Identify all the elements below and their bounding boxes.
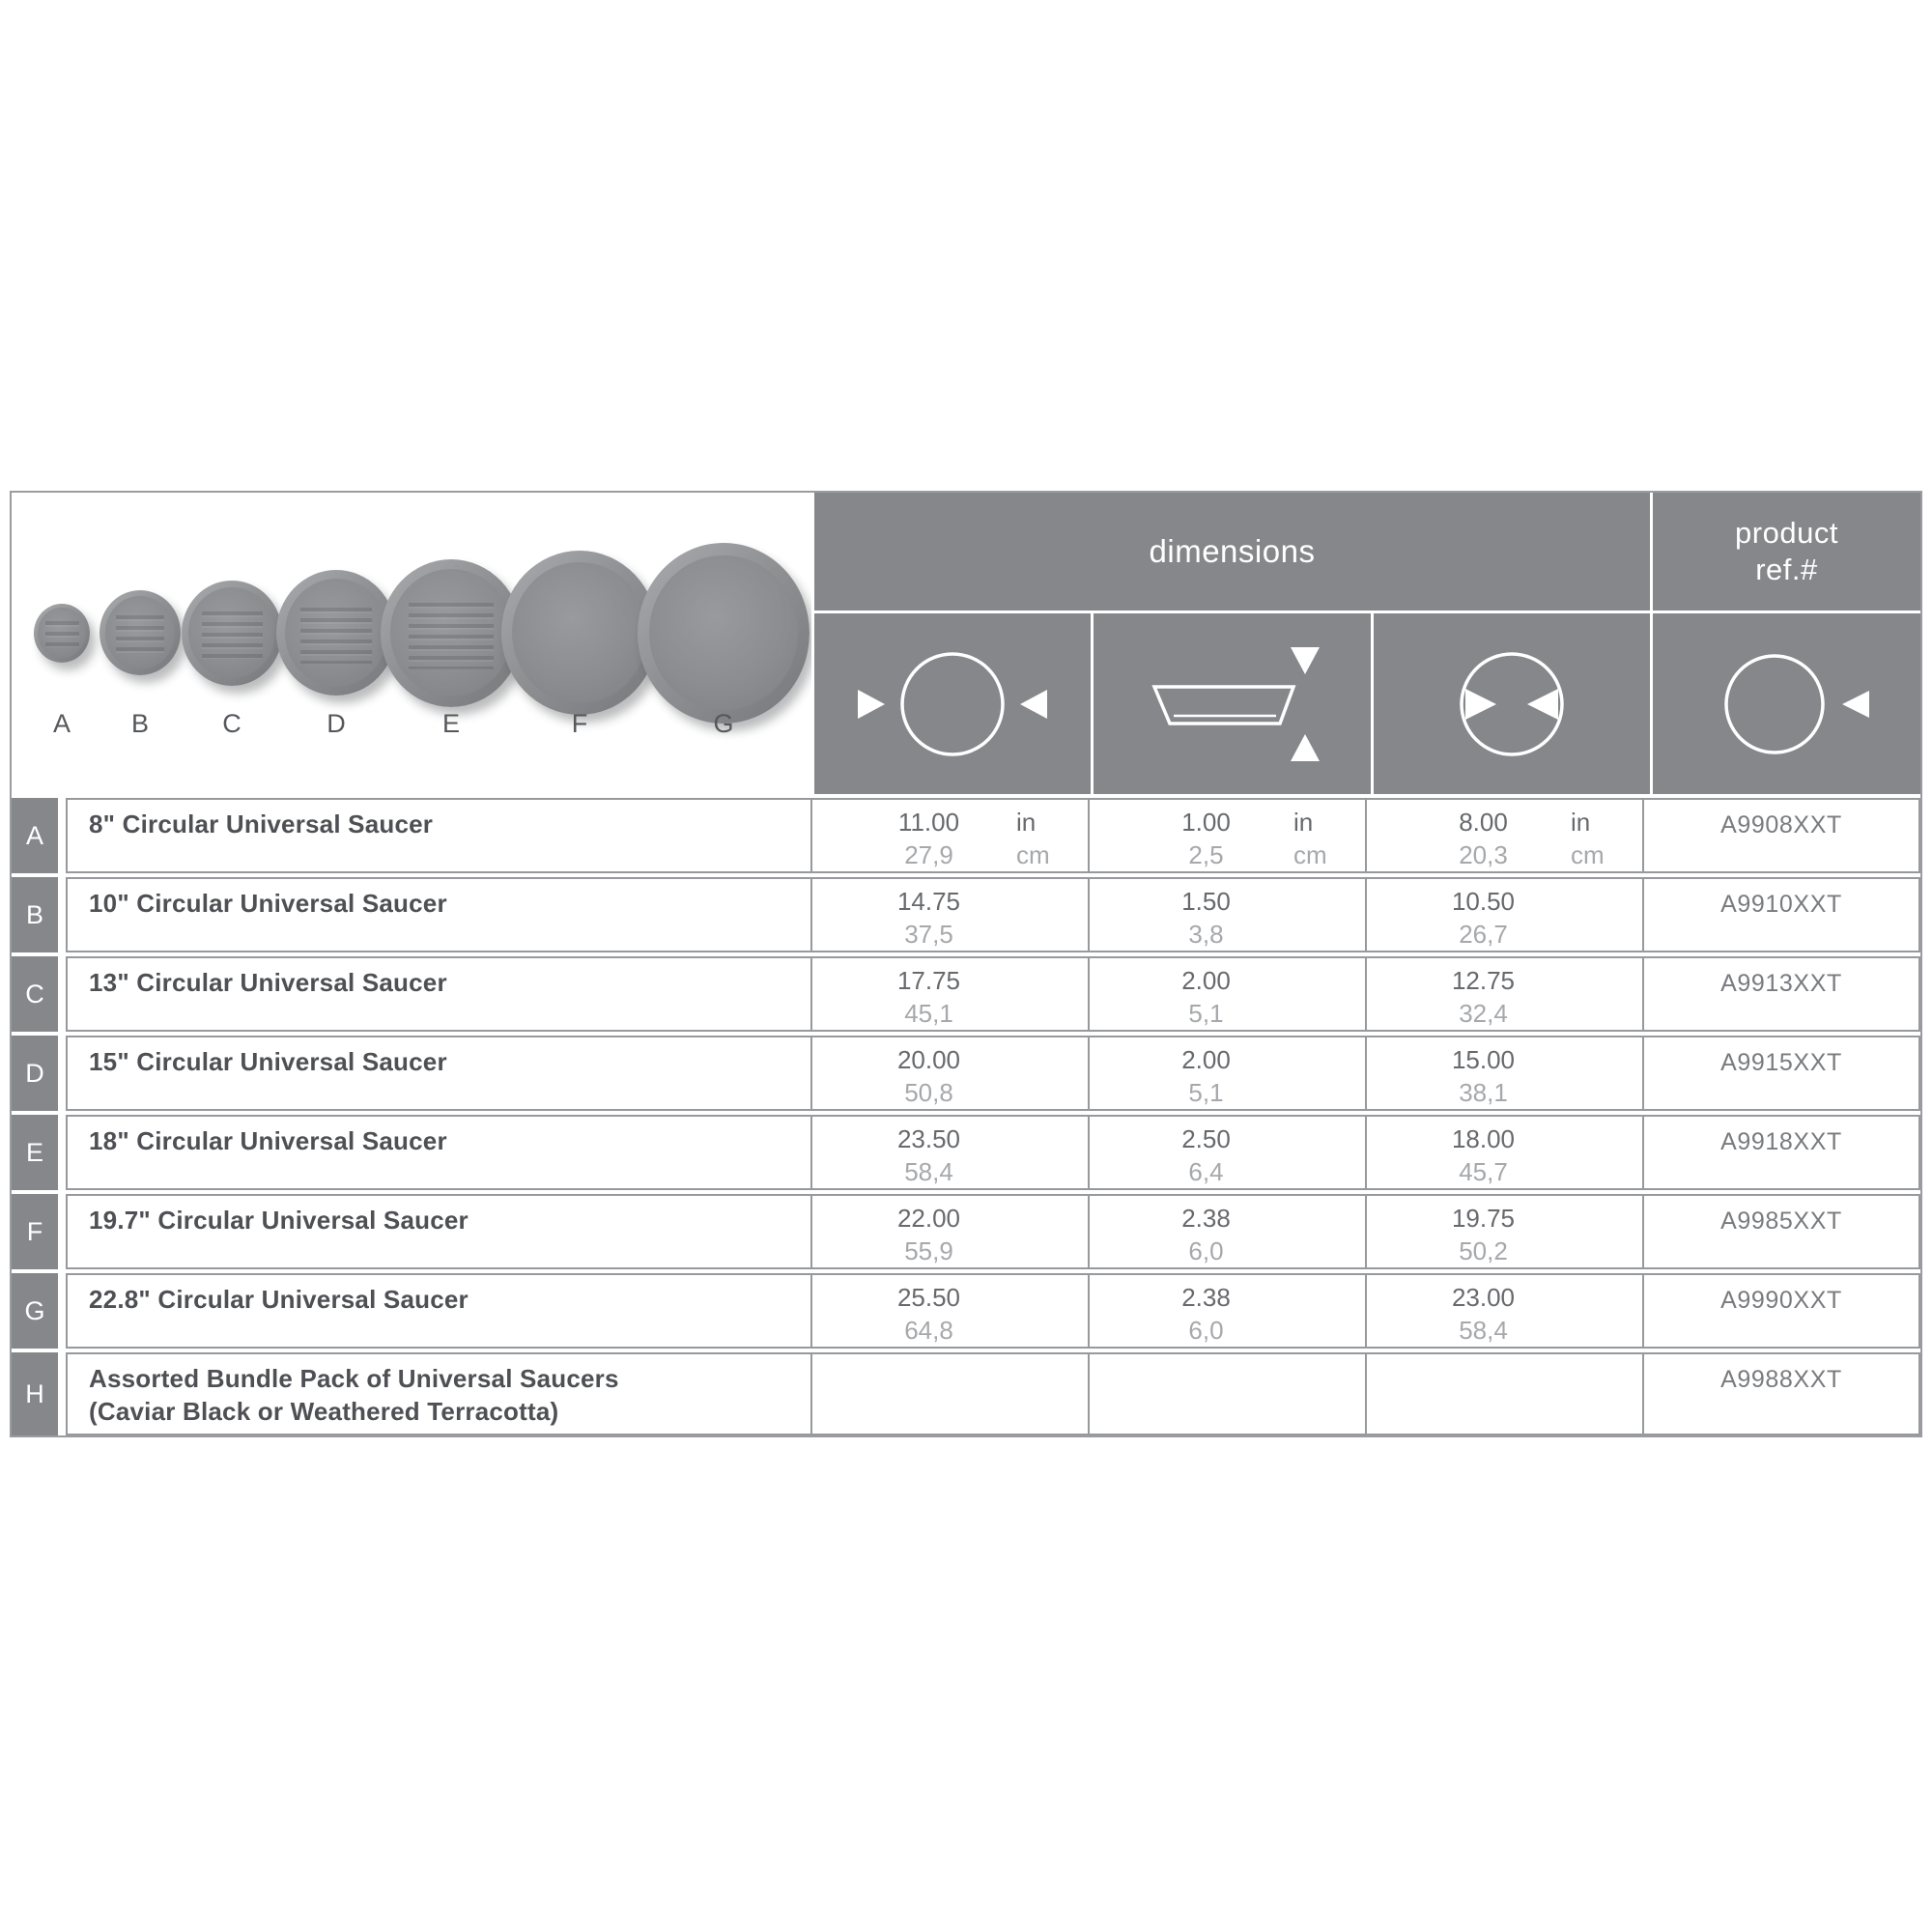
product-ref-cell bbox=[1642, 1275, 1918, 1347]
value-inches: 18.00 bbox=[1451, 1124, 1516, 1153]
unit-column bbox=[1293, 806, 1365, 871]
inner-diameter-cell bbox=[1365, 1117, 1642, 1188]
row-box bbox=[66, 877, 1920, 952]
inner-diameter-measure-icon bbox=[1396, 632, 1628, 777]
table-rows bbox=[12, 798, 1920, 1435]
unit-column bbox=[1571, 1281, 1642, 1347]
specimen-label: D bbox=[327, 709, 346, 738]
product-name-cell bbox=[68, 1354, 810, 1434]
saucer-face bbox=[512, 562, 646, 703]
unit-inches: in bbox=[1293, 808, 1314, 837]
row-letter: F bbox=[12, 1194, 58, 1269]
product-ref-icon-cell bbox=[1653, 613, 1920, 794]
value-inches: 11.00 bbox=[897, 808, 960, 837]
product-ref: A9985XXT bbox=[1720, 1208, 1842, 1235]
product-ref-cell bbox=[1642, 1196, 1918, 1267]
value-cm: 32,4 bbox=[1459, 999, 1508, 1028]
product-name-cell bbox=[68, 958, 810, 1030]
row-box bbox=[66, 956, 1920, 1032]
height-cell bbox=[1088, 1037, 1365, 1109]
value-inches: 10.50 bbox=[1451, 887, 1516, 916]
value-column bbox=[1396, 885, 1571, 951]
value-inches: 2.50 bbox=[1181, 1124, 1231, 1153]
value-cm: 5,1 bbox=[1188, 1078, 1224, 1107]
value-inches: 17.75 bbox=[896, 966, 961, 995]
value-cm: 6,0 bbox=[1188, 1236, 1224, 1265]
product-ref-header-line2: ref.# bbox=[1755, 553, 1818, 586]
saucer-face bbox=[188, 587, 274, 678]
header-right bbox=[811, 493, 1920, 794]
product-name: 22.8" Circular Universal Saucer bbox=[89, 1285, 469, 1314]
product-name: 13" Circular Universal Saucer bbox=[89, 968, 447, 997]
product-name: 8" Circular Universal Saucer bbox=[89, 810, 434, 838]
value-inches: 1.50 bbox=[1181, 887, 1231, 916]
product-ref-header bbox=[1653, 493, 1920, 611]
ref-diameter-icon bbox=[1670, 632, 1902, 777]
value-cm: 20,3 bbox=[1459, 840, 1508, 869]
inner-diameter-header-cell bbox=[1374, 613, 1650, 794]
product-ref: A9918XXT bbox=[1720, 1128, 1842, 1155]
saucer-face bbox=[390, 569, 512, 696]
unit-column bbox=[1571, 1360, 1642, 1434]
table-row bbox=[12, 1194, 1920, 1269]
row-box bbox=[66, 1115, 1920, 1190]
product-ref-header-line1: product bbox=[1735, 516, 1838, 550]
product-name-cell bbox=[68, 1196, 810, 1267]
value-inches: 25.50 bbox=[896, 1283, 961, 1312]
product-ref: A9988XXT bbox=[1720, 1366, 1842, 1393]
value-column bbox=[1119, 1043, 1293, 1109]
value-column bbox=[1119, 1202, 1293, 1267]
saucer-face bbox=[105, 596, 175, 669]
inner-diameter-cell bbox=[1365, 958, 1642, 1030]
outer-diameter-cell bbox=[810, 958, 1088, 1030]
row-box bbox=[66, 1036, 1920, 1111]
value-inches: 2.38 bbox=[1181, 1283, 1231, 1312]
value-inches: 23.50 bbox=[896, 1124, 961, 1153]
inner-diameter-cell bbox=[1365, 879, 1642, 951]
value-column bbox=[841, 964, 1016, 1030]
unit-column bbox=[1016, 964, 1088, 1030]
header-icons-row bbox=[814, 613, 1920, 794]
product-name-line2: (Caviar Black or Weathered Terracotta) bbox=[89, 1397, 559, 1426]
value-column bbox=[1396, 1202, 1571, 1267]
value-inches: 12.75 bbox=[1451, 966, 1516, 995]
row-letter: G bbox=[12, 1273, 58, 1349]
product-name-cell bbox=[68, 800, 810, 871]
value-column bbox=[1396, 1360, 1571, 1434]
product-name: 19.7" Circular Universal Saucer bbox=[89, 1206, 469, 1235]
product-ref: A9915XXT bbox=[1720, 1049, 1842, 1076]
value-cm: 58,4 bbox=[904, 1157, 953, 1186]
product-name-cell bbox=[68, 1037, 810, 1109]
height-cell bbox=[1088, 1354, 1365, 1434]
value-cm: 45,1 bbox=[904, 999, 953, 1028]
value-column bbox=[1119, 885, 1293, 951]
value-inches: 14.75 bbox=[896, 887, 961, 916]
value-cm: 5,1 bbox=[1188, 999, 1224, 1028]
value-cm: 3,8 bbox=[1188, 920, 1224, 949]
table-header bbox=[12, 493, 1920, 794]
unit-centimeters: cm bbox=[1293, 840, 1327, 869]
value-column bbox=[1119, 1360, 1293, 1434]
value-column bbox=[1396, 1043, 1571, 1109]
saucer-face bbox=[38, 608, 86, 658]
value-cm: 64,8 bbox=[904, 1316, 953, 1345]
value-inches: 8.00 bbox=[1459, 808, 1508, 837]
header-top bbox=[814, 493, 1920, 611]
product-name-cell bbox=[68, 879, 810, 951]
height-cell bbox=[1088, 879, 1365, 951]
value-column bbox=[1119, 964, 1293, 1030]
product-ref: A9910XXT bbox=[1720, 891, 1842, 918]
height-measure-icon bbox=[1116, 632, 1348, 777]
outer-diameter-cell bbox=[810, 800, 1088, 871]
product-name: 15" Circular Universal Saucer bbox=[89, 1047, 447, 1076]
value-cm: 27,9 bbox=[904, 840, 953, 869]
value-column bbox=[1396, 1122, 1571, 1188]
specimen-label: F bbox=[571, 709, 588, 738]
saucer-photo-a bbox=[34, 604, 90, 663]
value-column bbox=[841, 1281, 1016, 1347]
saucer-photo-f bbox=[501, 551, 658, 715]
row-letter: H bbox=[12, 1352, 58, 1435]
value-cm: 38,1 bbox=[1459, 1078, 1508, 1107]
value-column bbox=[1396, 806, 1571, 871]
unit-column bbox=[1571, 964, 1642, 1030]
height-cell bbox=[1088, 958, 1365, 1030]
value-column bbox=[1396, 1281, 1571, 1347]
row-box bbox=[66, 1352, 1920, 1435]
unit-column bbox=[1016, 1043, 1088, 1109]
value-column bbox=[1396, 964, 1571, 1030]
outer-diameter-cell bbox=[810, 1117, 1088, 1188]
height-cell bbox=[1088, 1275, 1365, 1347]
image-panel bbox=[12, 493, 811, 794]
value-cm: 50,2 bbox=[1459, 1236, 1508, 1265]
saucer-photo-g bbox=[638, 543, 810, 724]
unit-column bbox=[1571, 1122, 1642, 1188]
dimensions-header bbox=[814, 493, 1650, 611]
value-cm: 6,0 bbox=[1188, 1316, 1224, 1345]
unit-column bbox=[1293, 1360, 1365, 1434]
value-column bbox=[1119, 806, 1293, 871]
specimen-label: B bbox=[130, 709, 149, 738]
height-header-cell bbox=[1094, 613, 1370, 794]
unit-column bbox=[1293, 1122, 1365, 1188]
table-row bbox=[12, 1036, 1920, 1111]
unit-column bbox=[1571, 1202, 1642, 1267]
product-ref: A9908XXT bbox=[1720, 811, 1842, 838]
outer-diameter-cell bbox=[810, 1354, 1088, 1434]
value-column bbox=[841, 1360, 1016, 1434]
value-inches: 22.00 bbox=[896, 1204, 961, 1233]
row-letter: C bbox=[12, 956, 58, 1032]
table-row bbox=[12, 877, 1920, 952]
saucer-photo-d bbox=[276, 570, 396, 696]
value-column bbox=[841, 885, 1016, 951]
outer-diameter-measure-icon bbox=[837, 632, 1068, 777]
row-box bbox=[66, 1273, 1920, 1349]
value-inches: 1.00 bbox=[1181, 808, 1231, 837]
value-cm: 6,4 bbox=[1188, 1157, 1224, 1186]
product-ref-cell bbox=[1642, 800, 1918, 871]
unit-centimeters: cm bbox=[1571, 840, 1605, 869]
specimen-label: E bbox=[441, 709, 460, 738]
value-column bbox=[1119, 1281, 1293, 1347]
unit-column bbox=[1016, 885, 1088, 951]
height-cell bbox=[1088, 800, 1365, 871]
inner-diameter-cell bbox=[1365, 1275, 1642, 1347]
unit-inches: in bbox=[1016, 808, 1037, 837]
value-inches: 19.75 bbox=[1451, 1204, 1516, 1233]
product-ref: A9990XXT bbox=[1720, 1287, 1842, 1314]
unit-column bbox=[1293, 1281, 1365, 1347]
saucer-face bbox=[285, 579, 388, 687]
outer-diameter-cell bbox=[810, 1037, 1088, 1109]
unit-column bbox=[1293, 1043, 1365, 1109]
row-box bbox=[66, 798, 1920, 873]
saucer-photo-b bbox=[99, 590, 181, 675]
inner-diameter-cell bbox=[1365, 1354, 1642, 1434]
product-ref-cell bbox=[1642, 1117, 1918, 1188]
product-name: 10" Circular Universal Saucer bbox=[89, 889, 447, 918]
row-letter: E bbox=[12, 1115, 58, 1190]
row-letter: B bbox=[12, 877, 58, 952]
dimensions-header-label: dimensions bbox=[1149, 533, 1316, 569]
value-cm: 37,5 bbox=[904, 920, 953, 949]
product-ref-cell bbox=[1642, 1354, 1918, 1434]
value-cm: 26,7 bbox=[1459, 920, 1508, 949]
outer-diameter-header-cell bbox=[814, 613, 1091, 794]
value-inches: 2.00 bbox=[1181, 966, 1231, 995]
table-row bbox=[12, 1352, 1920, 1435]
product-ref-cell bbox=[1642, 958, 1918, 1030]
unit-centimeters: cm bbox=[1016, 840, 1050, 869]
unit-column bbox=[1016, 1281, 1088, 1347]
unit-column bbox=[1293, 885, 1365, 951]
value-column bbox=[841, 806, 1016, 871]
outer-diameter-cell bbox=[810, 879, 1088, 951]
outer-diameter-cell bbox=[810, 1196, 1088, 1267]
value-inches: 2.38 bbox=[1181, 1204, 1231, 1233]
product-name-cell bbox=[68, 1275, 810, 1347]
outer-diameter-cell bbox=[810, 1275, 1088, 1347]
inner-diameter-cell bbox=[1365, 1037, 1642, 1109]
product-name: Assorted Bundle Pack of Universal Saucers bbox=[89, 1364, 619, 1393]
value-column bbox=[1119, 1122, 1293, 1188]
table-row bbox=[12, 1115, 1920, 1190]
unit-column bbox=[1293, 964, 1365, 1030]
unit-column bbox=[1571, 806, 1642, 871]
value-inches: 2.00 bbox=[1181, 1045, 1231, 1074]
inner-diameter-cell bbox=[1365, 800, 1642, 871]
specimen-label: C bbox=[222, 709, 242, 738]
height-cell bbox=[1088, 1196, 1365, 1267]
unit-column bbox=[1016, 806, 1088, 871]
value-cm: 45,7 bbox=[1459, 1157, 1508, 1186]
product-ref: A9913XXT bbox=[1720, 970, 1842, 997]
unit-column bbox=[1016, 1122, 1088, 1188]
product-name-cell bbox=[68, 1117, 810, 1188]
table-row bbox=[12, 798, 1920, 873]
product-ref-cell bbox=[1642, 1037, 1918, 1109]
product-name: 18" Circular Universal Saucer bbox=[89, 1126, 447, 1155]
unit-column bbox=[1016, 1202, 1088, 1267]
value-cm: 55,9 bbox=[904, 1236, 953, 1265]
value-inches: 20.00 bbox=[896, 1045, 961, 1074]
value-cm: 50,8 bbox=[904, 1078, 953, 1107]
product-ref-cell bbox=[1642, 879, 1918, 951]
value-cm: 2,5 bbox=[1188, 840, 1224, 869]
row-box bbox=[66, 1194, 1920, 1269]
value-inches: 23.00 bbox=[1451, 1283, 1516, 1312]
specimen-label: A bbox=[52, 709, 71, 738]
value-column bbox=[841, 1043, 1016, 1109]
value-column bbox=[841, 1122, 1016, 1188]
height-cell bbox=[1088, 1117, 1365, 1188]
value-cm: 58,4 bbox=[1459, 1316, 1508, 1345]
table-row bbox=[12, 1273, 1920, 1349]
row-letter: D bbox=[12, 1036, 58, 1111]
value-column bbox=[841, 1202, 1016, 1267]
specimen-label: G bbox=[713, 709, 734, 738]
unit-column bbox=[1016, 1360, 1088, 1434]
saucer-face bbox=[649, 555, 797, 711]
table-row bbox=[12, 956, 1920, 1032]
saucer-photo-c bbox=[182, 581, 282, 686]
unit-inches: in bbox=[1571, 808, 1591, 837]
spec-table bbox=[10, 491, 1922, 1437]
row-letter: A bbox=[12, 798, 58, 873]
unit-column bbox=[1571, 1043, 1642, 1109]
unit-column bbox=[1571, 885, 1642, 951]
inner-diameter-cell bbox=[1365, 1196, 1642, 1267]
value-inches: 15.00 bbox=[1451, 1045, 1516, 1074]
unit-column bbox=[1293, 1202, 1365, 1267]
